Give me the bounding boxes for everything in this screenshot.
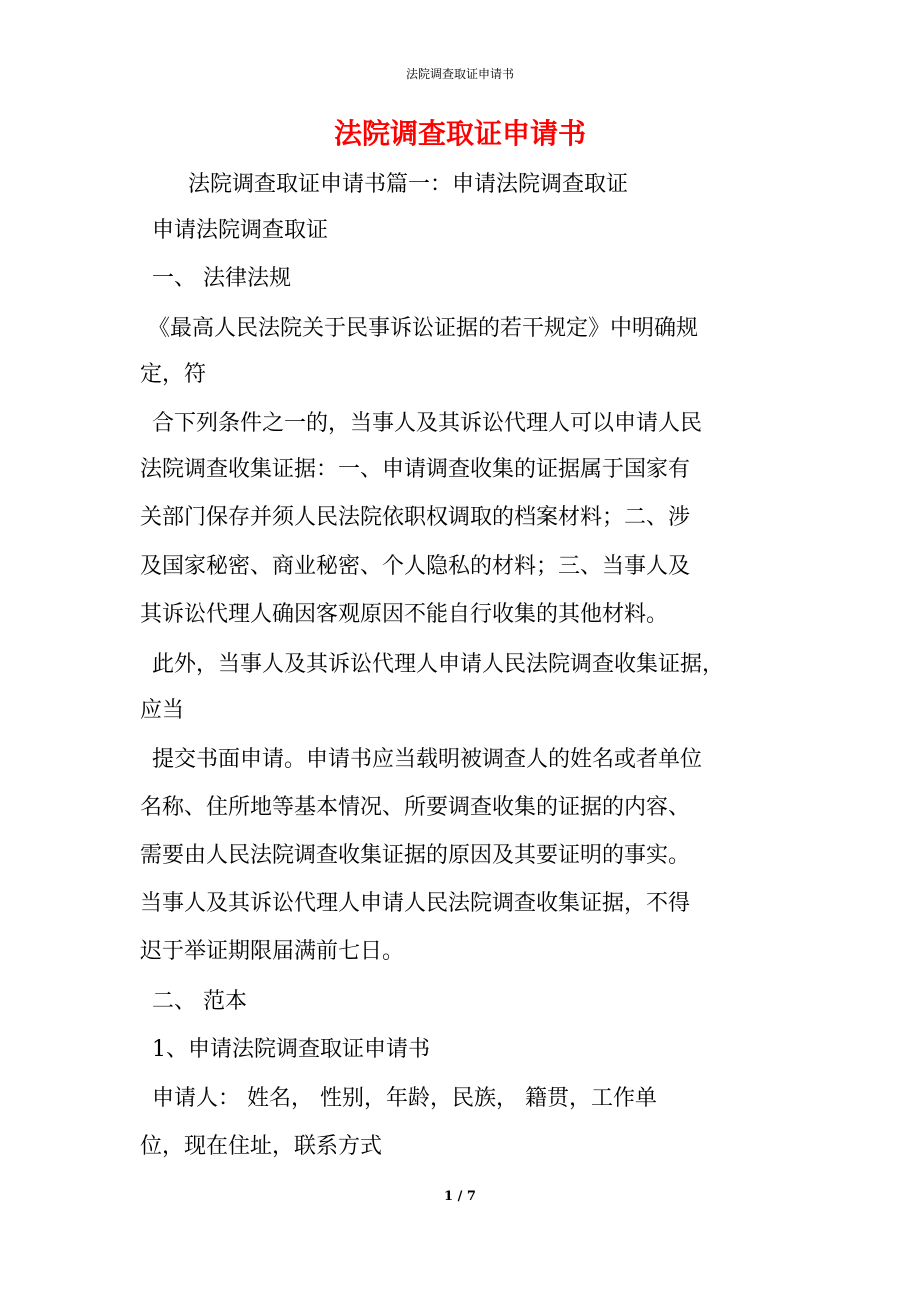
document-title: 法院调查取证申请书: [333, 117, 586, 150]
body-line: 此外，当事人及其诉讼代理人申请人民法院调查收集证据，: [152, 652, 725, 677]
page-number: 1 / 7: [444, 1189, 476, 1204]
body-line: 当事人及其诉讼代理人申请人民法院调查收集证据，不得: [140, 891, 691, 916]
body-line: 迟于举证期限届满前七日。: [140, 939, 405, 964]
body-line: 申请法院调查取证: [152, 218, 329, 243]
body-line: 定，符: [140, 362, 207, 387]
body-line: 合下列条件之一的，当事人及其诉讼代理人可以申请人民: [152, 411, 703, 436]
body-line: 法院调查收集证据：一、申请调查收集的证据属于国家有: [140, 457, 691, 482]
subtitle-line: 法院调查取证申请书篇一：申请法院调查取证: [188, 172, 629, 197]
section-heading-laws: 一、 法律法规: [152, 266, 291, 291]
body-line: 应当: [140, 698, 185, 723]
body-line: 其诉讼代理人确因客观原因不能自行收集的其他材料。: [140, 602, 669, 627]
body-line: 需要由人民法院调查收集证据的原因及其要证明的事实。: [140, 843, 691, 868]
body-line: 申请人： 姓名， 性别，年龄，民族， 籍贯，工作单: [152, 1086, 657, 1111]
body-line: 及国家秘密、商业秘密、个人隐私的材料；三、当事人及: [140, 554, 691, 579]
body-line: 1、申请法院调查取证申请书: [152, 1037, 430, 1062]
body-line: 《最高人民法院关于民事诉讼证据的若干规定》中明确规: [148, 316, 699, 341]
body-line: 名称、住所地等基本情况、所要调查收集的证据的内容、: [140, 795, 691, 820]
running-header: 法院调查取证申请书: [405, 67, 514, 81]
body-line: 关部门保存并须人民法院依职权调取的档案材料；二、涉: [140, 505, 691, 530]
body-line: 位，现在住址，联系方式: [140, 1134, 383, 1159]
section-heading-template: 二、 范本: [152, 989, 247, 1014]
body-line: 提交书面申请。申请书应当载明被调查人的姓名或者单位: [152, 747, 703, 772]
